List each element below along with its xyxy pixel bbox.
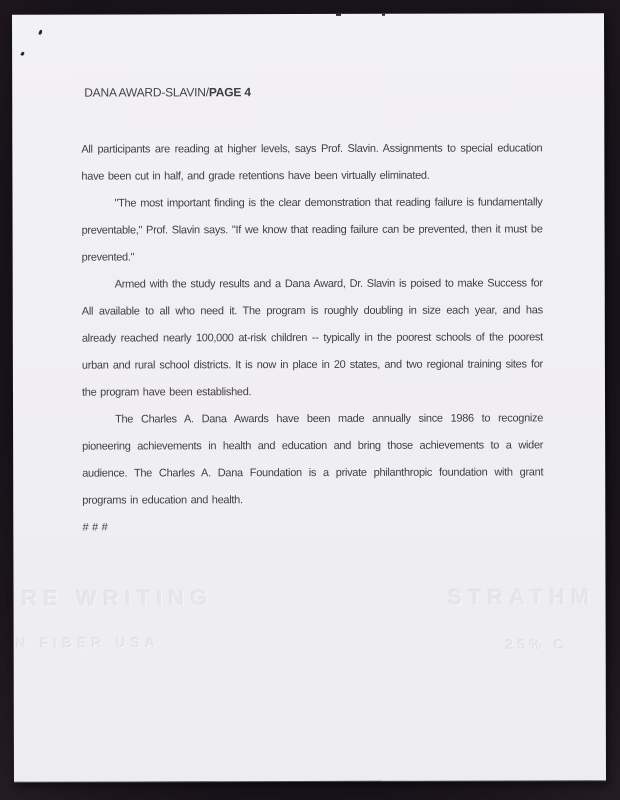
- page-header: [84, 85, 251, 99]
- scan-speck: [382, 14, 385, 16]
- watermark-25-percent-cotton: 25% C: [505, 636, 568, 653]
- header-page-label: PAGE 4: [208, 85, 251, 100]
- end-mark: # # #: [82, 521, 108, 534]
- paragraph: All participants are reading at higher levels, says Prof. Slavin. Assignments to special education have been cut in half, and grade retentions have been virtually eliminated.: [81, 142, 543, 183]
- paragraph: Armed with the study results and a Dana Award, Dr. Slavin is poised to make Success for All available to all who need it. The program is roughly doubling in size each year, and has already reached nearly 100,000 at-risk children -- typically in the poorest schools of the poorest urban and rural school districts. It is now in place in 20 states, and two regional training sites for the program have been established.: [81, 277, 543, 399]
- paragraph: The Charles A. Dana Awards have been made annually since 1986 to recognize pioneering achievements in health and education and bring those achievements to a wider audience. The Charles A. Dana Foundation is a private philanthropic foundation with grant programs in education and health.: [82, 412, 544, 507]
- scan-speck: [38, 29, 42, 35]
- document-page: [12, 13, 606, 782]
- watermark-cotton-fiber-usa: N FIBER USA: [15, 634, 161, 651]
- watermark-strathmore: STRATHM: [447, 584, 596, 610]
- scan-speck: [336, 14, 341, 16]
- document-body: [81, 135, 543, 541]
- paragraph: "The most important finding is the clear demonstration that reading failure is fundamentally preventable," Prof. Slavin says. "If we know that reading failure can be prevented, then it must be prevented.": [81, 196, 543, 264]
- scan-speck: [20, 51, 25, 56]
- header-slug: DANA AWARD-SLAVIN/: [84, 85, 209, 100]
- watermark-pure-writing: RE WRITING: [21, 585, 214, 611]
